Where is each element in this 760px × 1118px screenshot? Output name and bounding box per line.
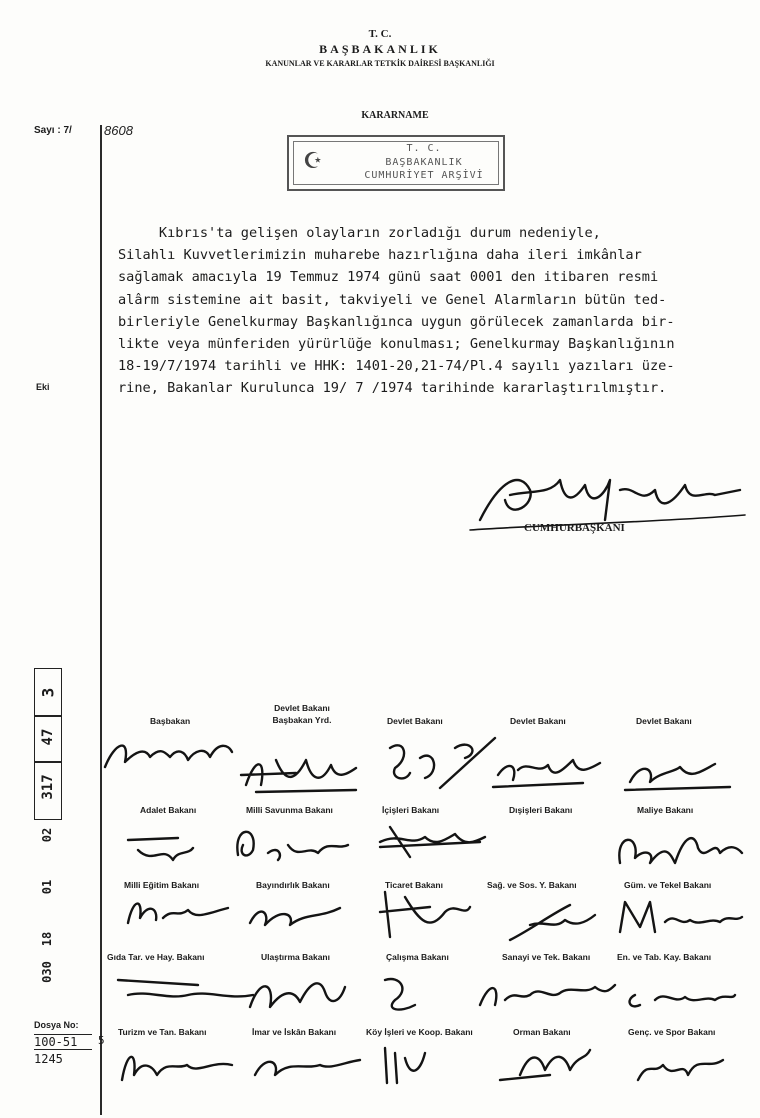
minister-label: Milli Savunma Bakanı (246, 805, 333, 815)
margin-number: 18 (40, 931, 54, 947)
dosya-mark: 5 (98, 1034, 105, 1047)
body-line: Silahlı Kuvvetlerimizin muharebe hazırlığına daha ileri imkânlar (118, 247, 642, 264)
minister-signature (118, 888, 238, 928)
header-tc: T. C. (368, 28, 392, 40)
box-number: 317 (40, 774, 56, 800)
minister-label: Genç. ve Spor Bakanı (628, 1027, 716, 1037)
margin-line (100, 125, 102, 1115)
minister-signature (490, 1035, 600, 1085)
stamp-line1: T. C. (406, 143, 442, 154)
minister-signature (488, 735, 608, 795)
minister-label: İmar ve İskân Bakanı (252, 1027, 337, 1037)
body-line: Kıbrıs'ta gelişen olayların zorladığı durum nedeniyle, (118, 225, 601, 241)
archive-stamp (287, 135, 505, 191)
minister-signature (240, 893, 350, 933)
minister-label: Devlet Bakanı (510, 716, 566, 726)
body-line: sağlamak amacıyla 19 Temmuz 1974 günü saat 0001 den itibaren resmi (118, 269, 659, 286)
minister-label: En. ve Tab. Kay. Bakanı (617, 952, 712, 962)
sayi-number: 8608 (104, 123, 133, 138)
minister-signature (370, 882, 480, 942)
minister-signature (375, 1038, 435, 1088)
minister-label: Ticaret Bakanı (385, 880, 443, 890)
body-line: 18-19/7/1974 tarihli ve HHK: 1401-20,21-74/Pl.4 sayılı yazıları üze- (118, 358, 675, 375)
box-number: 47 (40, 728, 56, 746)
minister-signature (100, 722, 240, 782)
margin-number: 030 (40, 961, 54, 983)
minister-label: Güm. ve Tekel Bakanı (624, 880, 712, 890)
minister-label: Orman Bakanı (513, 1027, 571, 1037)
minister-label: Turizm ve Tan. Bakanı (118, 1027, 207, 1037)
body-line: rine, Bakanlar Kurulunca 19/ 7 /1974 tarihinde kararlaştırılmıştır. (118, 380, 667, 397)
minister-signature (620, 742, 740, 797)
body-line: birleriyle Genelkurmay Başkanlığınca uygun görülecek zamanlarda bir- (118, 313, 675, 330)
sayi-label: Sayı : 7/ (34, 125, 72, 136)
minister-label: Bayındırlık Bakanı (256, 880, 330, 890)
header-department: KANUNLAR VE KARARLAR TETKİK DAİRESİ BAŞKANLIĞI (265, 59, 495, 68)
minister-signature (108, 960, 258, 1010)
margin-number: 02 (40, 827, 54, 843)
minister-label: Adalet Bakanı (140, 805, 197, 815)
body-text (118, 222, 718, 400)
minister-label: Maliye Bakanı (637, 805, 694, 815)
minister-signature (628, 1040, 728, 1085)
minister-label: İçişleri Bakanı (382, 805, 440, 815)
dosya-line2: 1245 (34, 1052, 63, 1066)
minister-label: Köy İşleri ve Koop. Bakanı (366, 1027, 473, 1037)
minister-label: Sanayi ve Tek. Bakanı (502, 952, 591, 962)
minister-signature (228, 815, 358, 865)
doc-title: KARARNAME (361, 110, 429, 121)
minister-label: Milli Eğitim Bakanı (124, 880, 200, 890)
minister-label: Devlet Bakanı Başbakan Yrd. (272, 703, 332, 725)
minister-signature (610, 818, 750, 878)
minister-signature (370, 812, 490, 862)
minister-signature (236, 740, 366, 800)
minister-label: Gıda Tar. ve Hay. Bakanı (107, 952, 205, 962)
box-number: 3 (38, 687, 58, 698)
minister-label: Başbakan (150, 716, 191, 726)
header-office: BAŞBAKANLIK (319, 42, 441, 56)
margin-number: 01 (40, 879, 54, 895)
crescent-star-icon: ☪ (303, 149, 323, 174)
minister-label: Ulaştırma Bakanı (261, 952, 330, 962)
minister-label: Çalışma Bakanı (386, 952, 449, 962)
minister-signature (118, 820, 198, 870)
minister-signature (620, 975, 740, 1015)
minister-label: Devlet Bakanı (636, 716, 692, 726)
minister-label: Devlet Bakanı (387, 716, 443, 726)
body-line: likte veya münferiden yürürlüğe konulması; Genelkurmay Başkanlığının (118, 336, 675, 353)
stamp-line2: BAŞBAKANLIK (385, 157, 463, 168)
minister-signature (370, 965, 430, 1015)
body-line: alârm sistemine ait basit, takviyeli ve Genel Alarmların bütün ted- (118, 291, 667, 308)
minister-signature (240, 962, 350, 1022)
minister-signature (610, 892, 750, 942)
dosya-line1: 100-51 (34, 1034, 92, 1050)
minister-signature (245, 1040, 365, 1085)
minister-label: Dışişleri Bakanı (509, 805, 573, 815)
minister-signature (112, 1040, 242, 1090)
minister-label: Sağ. ve Sos. Y. Bakanı (487, 880, 577, 890)
ek-label: Eki (36, 382, 50, 392)
president-label: CUMHURBAŞKANI (524, 522, 625, 534)
minister-signature (500, 895, 600, 945)
minister-signature (470, 965, 620, 1015)
archive-box (34, 668, 62, 820)
stamp-line3: CUMHURİYET ARŞİVİ (364, 170, 484, 181)
dosya-label: Dosya No: (34, 1020, 79, 1030)
